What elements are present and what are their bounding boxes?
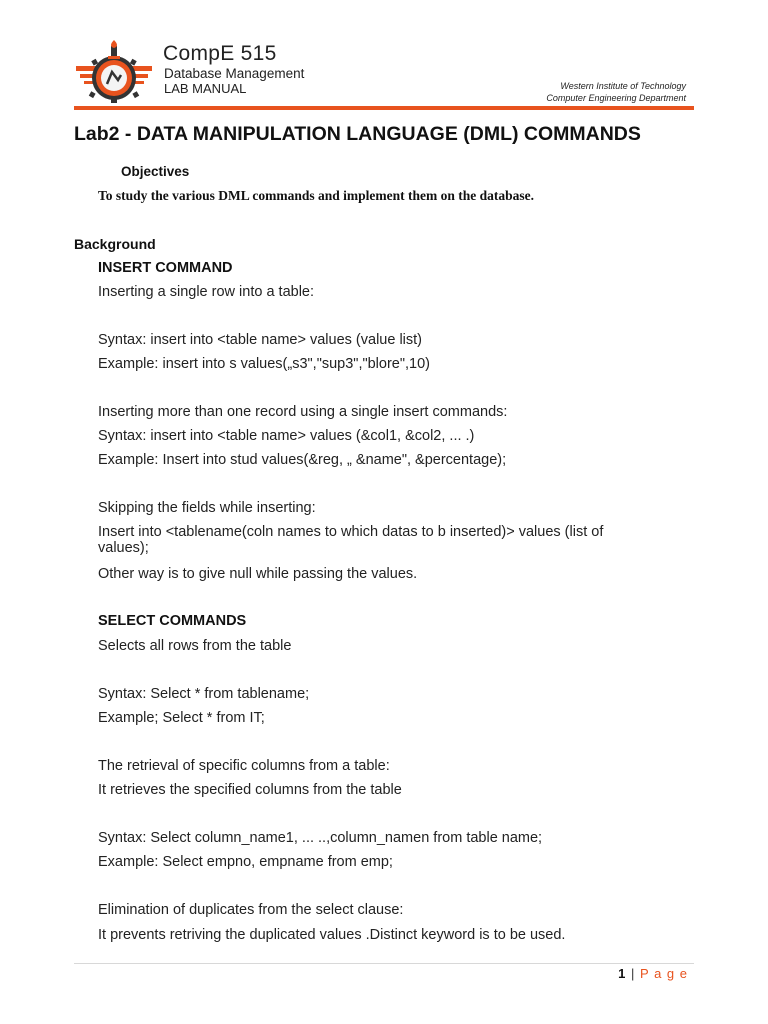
department-name: Computer Engineering Department: [546, 93, 686, 103]
insert-line: Skipping the fields while inserting:: [98, 500, 316, 516]
insert-line: Insert into <tablename(coln names to which datas to b inserted)> values (list of values);: [98, 524, 604, 556]
insert-line: Syntax: insert into <table name> values (&col1, &col2, ... .): [98, 428, 475, 444]
select-line: Example; Select * from IT;: [98, 710, 265, 726]
select-line: It prevents retriving the duplicated values .Distinct keyword is to be used.: [98, 927, 566, 943]
select-line: It retrieves the specified columns from the table: [98, 782, 402, 798]
page-number: 1: [618, 966, 627, 981]
course-title: CompE 515: [163, 42, 277, 65]
select-line: The retrieval of specific columns from a table:: [98, 758, 390, 774]
select-line: Example: Select empno, empname from emp;: [98, 854, 393, 870]
manual-label: LAB MANUAL: [164, 81, 247, 96]
objectives-heading: Objectives: [121, 164, 190, 179]
header-divider: [74, 106, 694, 110]
page-footer: [618, 966, 688, 981]
objectives-text: To study the various DML commands and implement them on the database.: [98, 188, 535, 203]
page-label: P a g e: [640, 966, 688, 981]
insert-line: Other way is to give null while passing the values.: [98, 566, 418, 582]
select-line: Syntax: Select column_name1, ... ..,column_namen from table name;: [98, 830, 543, 846]
background-heading: Background: [74, 236, 156, 252]
insert-line: Example: Insert into stud values(&reg, „ &name", &percentage);: [98, 452, 507, 468]
insert-line: Example: insert into s values(„s3","sup3","blore",10): [98, 356, 430, 372]
insert-line: Inserting more than one record using a single insert commands:: [98, 404, 508, 420]
insert-line: Inserting a single row into a table:: [98, 284, 315, 300]
footer-separator: |: [631, 966, 636, 981]
insert-heading: INSERT COMMAND: [98, 260, 233, 276]
select-line: Selects all rows from the table: [98, 638, 292, 654]
insert-line: Syntax: insert into <table name> values (value list): [98, 332, 422, 348]
course-subtitle: Database Management: [164, 66, 305, 81]
institute-name: Western Institute of Technology: [560, 81, 686, 91]
footer-divider: [74, 963, 694, 964]
select-line: Syntax: Select * from tablename;: [98, 686, 310, 702]
institute-info: [546, 80, 686, 104]
page-title: Lab2 - DATA MANIPULATION LANGUAGE (DML) COMMANDS: [74, 123, 641, 145]
select-line: Elimination of duplicates from the select clause:: [98, 902, 404, 918]
page-header: [0, 0, 768, 115]
select-heading: SELECT COMMANDS: [98, 613, 247, 629]
